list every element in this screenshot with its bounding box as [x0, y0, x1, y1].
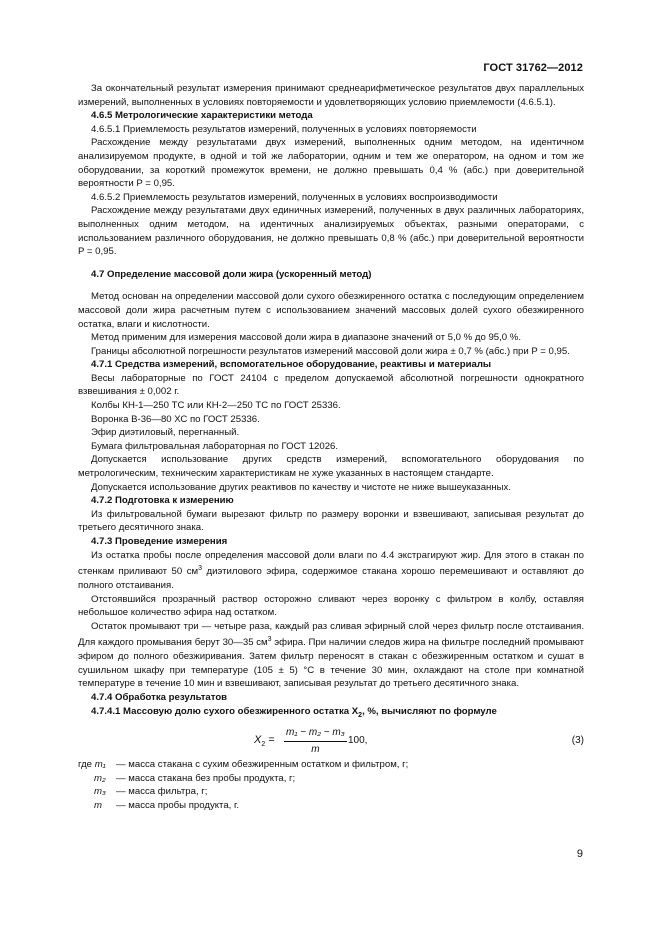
paragraph: [78, 549, 584, 593]
subsection-heading: 4.6.5.2 Приемлемость результатов измерений, полученных в условиях воспроизводимости: [91, 191, 498, 203]
definition-label: [78, 799, 116, 813]
paragraph: Метод основан на определении массовой доли сухого обезжиренного остатка с последующим определением массовой доли жира расчетным путем с использованием значений массовых долей сухого обезжиренного остатка, влаги и кислотности.: [78, 291, 584, 330]
paragraph: Эфир диэтиловый, перегнанный.: [91, 427, 240, 439]
paragraph-text: Из остатка пробы после определения массовой доли влаги по 4.4 экстрагируют жир. Для этого в стакан по стенкам приливают 50 см: [78, 549, 584, 578]
where-word: где: [78, 759, 93, 770]
definition-row: [78, 799, 584, 813]
formula-multiplier: 100,: [348, 735, 368, 746]
page-number: 9: [576, 848, 583, 860]
section-heading: 4.7 Определение массовой доли жира (ускоренный метод): [91, 268, 372, 280]
variable-definitions: [78, 758, 584, 812]
paragraph-text: Остаток промывают три — четыре раза, каждый раз сливая эфирный слой через фильтр после отстаивания. Для каждого промывания берут 30—35 см: [78, 620, 584, 649]
paragraph: Метод применим для измерения массовой доли жира в диапазоне значений от 5,0 % до 95,0 %.: [91, 332, 521, 344]
paragraph: Расхождение между результатами двух единичных измерений, полученных в двух различных лабораториях, выполненных одним методом, на идентичных анализируемых объектах, разными операторами, с использованием различного оборудования, не должно превышать 0,8 % (абс.) при доверительной вероятности P = 0,95.: [78, 205, 584, 258]
document-body: [78, 82, 584, 812]
paragraph: [78, 620, 584, 691]
section-heading: 4.6.5 Метрологические характеристики метода: [91, 110, 313, 122]
standard-header: ГОСТ 31762—2012: [483, 62, 583, 74]
subsection-heading: 4.6.5.1 Приемлемость результатов измерений, полученных в условиях повторяемости: [91, 123, 477, 135]
subscript: 2: [358, 711, 363, 719]
paragraph: Отстоявшийся прозрачный раствор осторожно сливают через воронку с фильтром в колбу, оставляя небольшое количество эфира над остатком.: [78, 593, 584, 619]
paragraph: Допускается использование других реактивов по качеству и чистоте не ниже вышеуказанных.: [91, 481, 511, 493]
paragraph: Из фильтровальной бумаги вырезают фильтр по размеру воронки и взвешивают, записывая результат до третьего десятичного знака.: [78, 508, 584, 534]
section-heading: 4.7.1 Средства измерений, вспомогательное оборудование, реактивы и материалы: [91, 359, 492, 371]
definition-row: [78, 758, 584, 772]
paragraph: Допускается использование других средств измерений, вспомогательного оборудования по метрологическим, техническим характеристикам не хуже указанных в настоящем стандарте.: [78, 454, 584, 480]
formula-3: [78, 726, 584, 756]
definition-row: [78, 772, 584, 786]
paragraph: Бумага фильтровальная лабораторная по ГОСТ 12026.: [91, 440, 339, 452]
paragraph: Расхождение между результатами двух измерений, выполненных одним методом, на идентичном анализируемом продукте, в одной и той же лаборатории, одним и тем же оператором, на одном и том же оборудовании, за короткий промежуток времени, не должно превышать 0,4 % (абс.) при доверительной вероятности P = 0,95.: [78, 137, 584, 190]
superscript: 3: [267, 636, 272, 644]
definition-label: [78, 772, 116, 786]
paragraph: Колбы КН-1—250 ТС или КН-2—250 ТС по ГОСТ 25336.: [91, 400, 341, 412]
formula-fraction: [284, 726, 347, 756]
definition-text: — масса фильтра, г;: [116, 786, 208, 798]
formula-lhs: $X_2$ =: [254, 734, 275, 749]
variable-m2: m₂: [94, 772, 106, 784]
paragraph: Весы лабораторные по ГОСТ 24104 с пределом допускаемой абсолютной погрешности однократного взвешивания ± 0,002 г.: [78, 372, 584, 398]
definition-label: [78, 758, 116, 772]
superscript: 3: [198, 565, 202, 573]
variable-m: m: [94, 799, 102, 811]
section-heading: 4.7.2 Подготовка к измерению: [91, 495, 234, 507]
definition-text: — масса стакана с сухим обезжиренным остатком и фильтром, г;: [116, 759, 409, 770]
heading-text: , %, вычисляют по формуле: [362, 705, 497, 717]
equation-number: (3): [571, 735, 584, 746]
definition-row: [78, 785, 584, 799]
section-heading: 4.7.4 Обработка результатов: [91, 691, 228, 703]
definition-label: [78, 785, 116, 799]
definition-text: — масса стакана без пробы продукта, г;: [116, 772, 296, 784]
paragraph-text: диэтилового эфира, содержимое стакана хорошо перемешивают и оставляют до полного отстаивания.: [78, 566, 584, 591]
formula-numerator: m₁ − m₂ − m₃: [284, 726, 347, 742]
subsection-heading: [78, 705, 584, 723]
formula-denominator: m: [311, 743, 320, 755]
paragraph-text: эфира. При наличии следов жира на фильтре последний промывают эфиром до полного обезжиривания. Затем фильтр переносят в стакан с обезжиренным остатком и сушат в сушильном шкафу при температуре (105 ± 5) °С в течение 30 мин, охлаждают на столе при комнатной температуре в течение 10 мин и взвешивают, записывая результат до третьего десятичного знака.: [78, 637, 585, 690]
paragraph: Воронка В-36—80 ХС по ГОСТ 25336.: [91, 413, 260, 425]
formula-subscript: 2: [261, 741, 266, 749]
paragraph: Границы абсолютной погрешности результатов измерений массовой доли жира ± 0,7 % (абс.) при P = 0,95.: [91, 345, 570, 357]
formula-variable: X: [254, 734, 262, 746]
variable-m1: m₁: [94, 759, 106, 770]
variable-m3: m₃: [94, 786, 106, 798]
section-heading: 4.7.3 Проведение измерения: [91, 536, 228, 547]
definition-text: — масса пробы продукта, г.: [116, 799, 240, 811]
heading-text: 4.7.4.1 Массовую долю сухого обезжиренного остатка X: [91, 705, 359, 717]
paragraph: За окончательный результат измерения принимают среднеарифметическое результатов двух параллельных измерений, выполненных в условиях повторяемости и удовлетворяющих условию приемлемости (4.6.5.1).: [78, 83, 584, 108]
